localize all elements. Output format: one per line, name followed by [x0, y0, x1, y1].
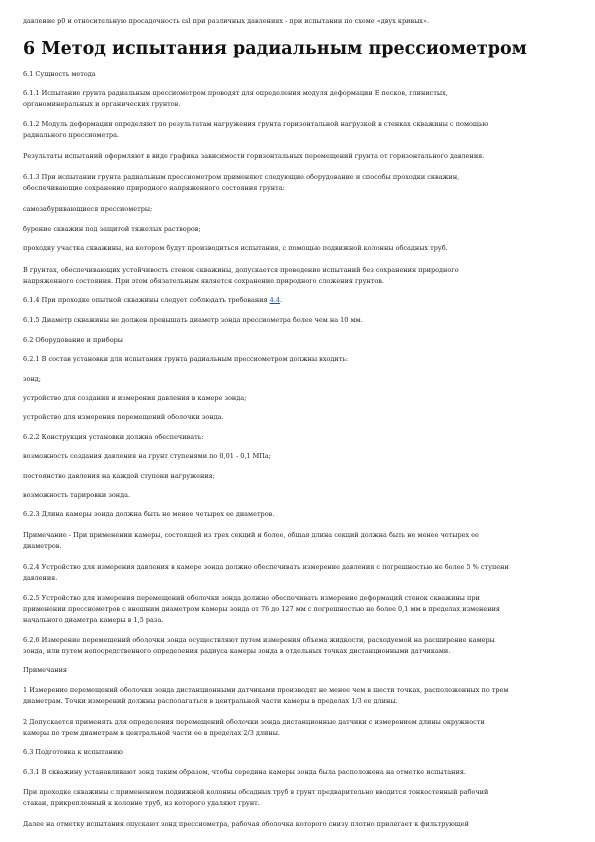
note-line: 1 Измерение перемещений оболочки зонда дистанционными датчиками производят не менее чем в шести точках, расположенных по трем	[23, 686, 509, 694]
text-line: давление p0 и относительную просадочность εsl при различных давлениях - при испытании по схеме «двух кривых».	[23, 17, 430, 25]
text-line: В грунтах, обеспечивающих устойчивость стенок скважины, допускается проведение испытаний без сохранения природного	[23, 266, 459, 274]
text-line: применении прессиометров с внешним диаметром камеры зонда от 76 до 127 мм с погрешностью не более 0,1 мм в пределах изменения	[23, 605, 501, 613]
notes-title: Примечания	[23, 666, 68, 674]
note-line: Примечание - При применении камеры, состоящей из трех секций и более, общая длина секций должна быть не менее четырех ее	[23, 531, 479, 539]
list-item: бурение скважин под защитой тяжелых растворов;	[23, 225, 201, 233]
text-line: стакан, прикрепленный к колонне труб, из которого удаляют грунт.	[23, 799, 260, 807]
list-item: постоянство давления на каждой ступени нагружения;	[23, 472, 215, 480]
text-line: 6.2.4 Устройство для измерения давления в камере зонда должно обеспечивать измерение давления с погрешностью не более 5 % ступени	[23, 563, 509, 571]
subsection-title: 6.3 Подготовка к испытанию	[23, 748, 123, 756]
text-line: напряженного состояния. При этом обязательным является сохранение природного сложения грунтов.	[23, 277, 384, 285]
section-heading: 6 Метод испытания радиальным прессиометром	[23, 39, 527, 59]
text-line: 6.1.3 При испытании грунта радиальным прессиометром применяют следующие оборудование и способы проходки скважин,	[23, 173, 460, 181]
clause-link[interactable]: 4.4	[269, 296, 281, 304]
list-item: самозабуривающиеся прессиометры;	[23, 205, 153, 213]
note-line: диаметров.	[23, 542, 62, 550]
note-line: 2 Допускается применять для определения перемещений оболочки зонда дистанционные датчики с измерением длины окружности	[23, 718, 485, 726]
text-span: .	[280, 296, 283, 304]
note-line: диаметрам. Точки измерений должны располагаться в центральной части камеры в пределах 1/3 ее длины.	[23, 697, 398, 705]
text-line: При проходке скважины с применением подвижной колонны обсадных труб в грунт предварительно вводится тонкостенный рабочий	[23, 788, 489, 796]
text-line: Далее на отметку испытания опускают зонд прессиометра, рабочая оболочка которого снизу плотно прилегает к фильтрующей	[23, 820, 469, 828]
list-item: проходку участка скважины, на котором будут производиться испытания, с помощью подвижной колонны обсадных труб.	[23, 244, 448, 252]
note-line: камеры по трем диаметрам в центральной части ее в пределах 2/3 длины.	[23, 729, 280, 737]
text-line: 6.2.1 В состав установки для испытания грунта радиальным прессиометром должны входить:	[23, 355, 349, 363]
text-line: зонда, или путем непосредственного определения радиуса камеры зонда в отдельных точках дистанционными датчиками.	[23, 647, 451, 655]
text-line: начального диаметра камеры в 1,5 раза.	[23, 616, 164, 624]
list-item: возможность тарировки зонда.	[23, 491, 131, 499]
text-line: 6.2.5 Устройство для измерения перемещений оболочки зонда должно обеспечивать измерение деформаций стенок скважины при	[23, 594, 480, 602]
text-line: давления.	[23, 574, 58, 582]
text-line: Результаты испытаний оформляют в виде графика зависимости горизонтальных перемещений грунта от горизонтального давления.	[23, 152, 485, 160]
text-line	[23, 294, 571, 306]
list-item: устройство для измерения перемещений оболочки зонда.	[23, 413, 224, 421]
text-line: радиального прессиометра.	[23, 131, 120, 139]
subsection-title: 6.2 Оборудование и приборы	[23, 336, 123, 344]
text-line: 6.1.1 Испытание грунта радиальным прессиометром проводят для определения модуля деформации E песков, глинистых,	[23, 89, 448, 97]
text-line: органоминеральных и органических грунтов.	[23, 100, 181, 108]
text-line: 6.1.5 Диаметр скважины не должен превышать диаметр зонда прессиометра более чем на 10 мм.	[23, 316, 363, 324]
text-line: обеспечивающие сохранение природного напряженного состояния грунта:	[23, 184, 285, 192]
text-span: 6.1.4 При проходке опытной скважины следует соблюдать требования	[23, 296, 270, 304]
text-line: 6.2.2 Конструкция установки должна обеспечивать:	[23, 433, 204, 441]
subsection-title: 6.1 Сущность метода	[23, 70, 96, 78]
text-line: 6.2.6 Измерение перемещений оболочки зонда осуществляют путем измерения объема жидкости, расходуемой на расширение камеры	[23, 636, 495, 644]
text-line: 6.1.2 Модуль деформации определяют по результатам нагружения грунта горизонтальной нагрузкой в стенках скважины с помощью	[23, 120, 489, 128]
text-line: 6.3.1 В скважину устанавливают зонд таким образом, чтобы середина камеры зонда была расположена на отметке испытания.	[23, 768, 466, 776]
list-item: зонд;	[23, 375, 41, 383]
list-item: устройство для создания и измерения давления в камере зонда;	[23, 394, 247, 402]
text-line: 6.2.3 Длина камеры зонда должна быть не менее четырех ее диаметров.	[23, 510, 275, 518]
list-item: возможность создания давления на грунт ступенями по 0,01 - 0,1 МПа;	[23, 452, 271, 460]
